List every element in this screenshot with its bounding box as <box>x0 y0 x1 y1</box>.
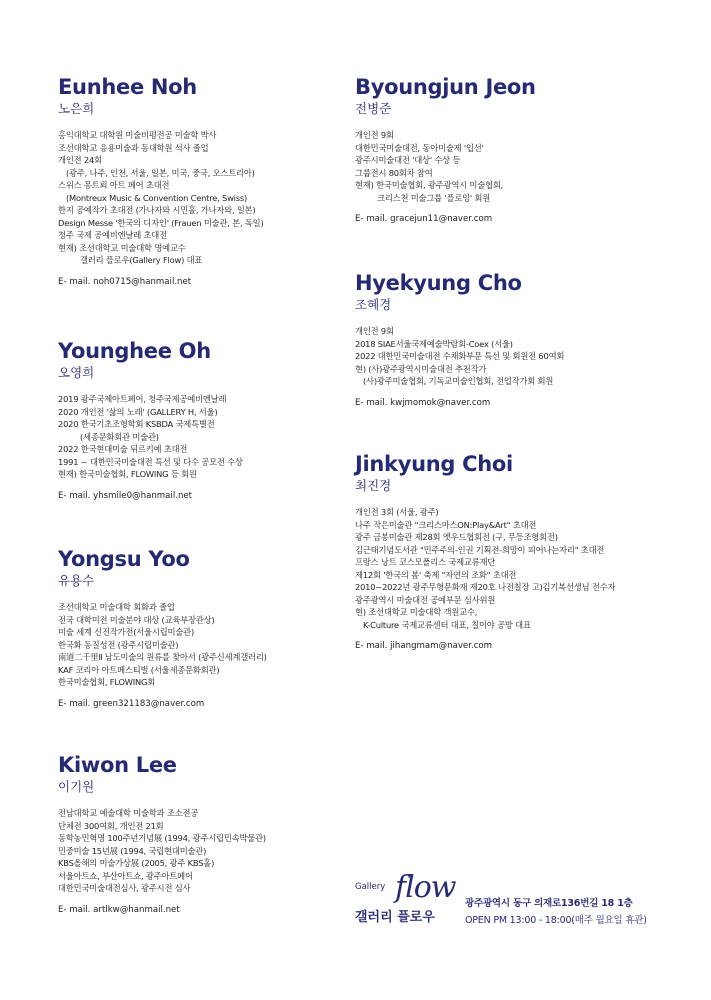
artist-name-ko: 유용수 <box>58 573 95 588</box>
artist-section-byoungjun-jeon <box>355 74 536 225</box>
artist-bio <box>58 601 267 689</box>
bio-line: 미술 세계 신진작가전(서울시립미술관) <box>58 627 194 637</box>
bio-line: 동학농민혁명 100주년기념展 (1994, 광주시립민속박물관) <box>58 833 266 843</box>
bio-line: 전국 대학미전 미술분야 대상 (교육부장관상) <box>58 614 215 625</box>
bio-line: 개인전 9회 <box>355 326 394 336</box>
bio-line: 대한민국미술대전, 동아미술제 '입선' <box>355 142 484 153</box>
artist-email: E- mail. yhsmile0@hanmail.net <box>58 490 193 501</box>
bio-line: 광주 금봉미술관 제28회 엣우드협회전 (구, 무등조형회전) <box>355 532 558 542</box>
artist-name-ko: 노은희 <box>58 101 95 116</box>
bio-line: 단체전 300여회, 개인전 21회 <box>58 820 164 831</box>
bio-line: 2018 SIAE서울국제예술박람회-Coex (서울) <box>355 338 513 349</box>
bio-line: 홍익대학교 대학원 미술비평전공 미술학 박사 <box>58 130 217 140</box>
bio-line: 청주 국제 공예비엔날레 초대전 <box>58 230 167 240</box>
bio-line: 2020 개인전 '삶의 노래' (GALLERY H, 서울) <box>58 406 218 417</box>
bio-line: 현) (사)광주광역시미술대전 추천작가 <box>355 363 487 374</box>
bio-line: 개인전 24회 <box>58 155 102 165</box>
artist-name-ko: 오영희 <box>58 365 95 380</box>
bio-line: K-Culture 국제교류센터 대표, 칠이야 공방 대표 <box>363 619 531 630</box>
artist-section-yongsu-yoo <box>58 546 267 710</box>
artist-email: E- mail. jihangmam@naver.com <box>355 641 493 651</box>
artist-name-en: Yongsu Yoo <box>58 547 190 571</box>
bio-line: 한국미술협회, FLOWING회 <box>58 677 156 687</box>
artist-name-ko: 조혜경 <box>355 297 392 312</box>
bio-line: 2019 광주국제아트페어, 청주국제공예비엔날레 <box>58 394 227 404</box>
bio-line: 크리스천 미술그룹 '플로잉' 회원 <box>377 192 491 203</box>
bio-line: 개인전 3회 (서울, 광주) <box>355 507 439 517</box>
bio-line: 현재) 한국미술협회, 광주광역시 미술협회, <box>355 180 504 190</box>
gallery-flow-logo <box>355 870 456 930</box>
bio-line: 그룹전시 80회차 참여 <box>355 167 433 178</box>
artist-bio <box>355 506 615 631</box>
artist-name-en: Younghee Oh <box>58 339 211 363</box>
artist-name-en: Eunhee Noh <box>58 75 197 99</box>
artist-section-hyekyung-cho <box>355 270 564 409</box>
logo-gallery-text: Gallery <box>355 882 386 892</box>
bio-line: Design Messe '한국의 디자인' (Frauen 미술관, 본, 독일) <box>58 217 264 228</box>
artist-email: E- mail. noh0715@hanmail.net <box>58 276 192 287</box>
bio-line: (사)광주미술협회, 기독교미술인협회, 전업작가회 회원 <box>363 376 554 386</box>
bio-line: 서울아트쇼, 부산아트쇼, 광주아트페어 <box>58 870 193 881</box>
artist-name-en: Kiwon Lee <box>58 753 177 777</box>
bio-line: 조선대학교 응용미술과 동대학원 석사 졸업 <box>58 142 209 153</box>
bio-line: 한국화 동질성전 (광주시립미술관) <box>58 639 179 650</box>
bio-line: KBS올해의 미술가상展 (2005, 광주 KBS홀) <box>58 858 215 868</box>
bio-line: 김근태기념도서관 "민주주의-인권 기획전-희망이 피어나는자리" 초대전 <box>355 544 605 555</box>
logo-flow-script: flow <box>395 870 456 905</box>
bio-line: 한지 공예작가 초대전 (가나자와 시민홀, 가나자와, 일본) <box>58 205 256 215</box>
bio-line: 제12회 '한국의 봄' 축제 "자연의 조화" 초대전 <box>355 569 517 580</box>
gallery-info <box>465 895 647 929</box>
artist-email: E- mail. kwjmomok@naver.com <box>355 397 491 408</box>
logo-korean-name: 갤러리 플로우 <box>355 910 435 925</box>
artist-bio <box>355 129 536 204</box>
gallery-address: 광주광역시 동구 의재로136번길 18 1층 <box>465 898 633 909</box>
bio-line: 나주 작은미술관 "크리스마스ON:Play&Art" 초대전 <box>355 519 537 530</box>
bio-line: 민중미술 15년展 (1994, 국립현대미술관) <box>58 845 207 856</box>
artist-bio <box>58 393 243 481</box>
bio-line: KAF 코리아 아트페스티벌 (서울세종문화회관) <box>58 664 220 675</box>
artist-name-en: Byoungjun Jeon <box>355 75 536 99</box>
bio-line: (광주, 나주, 인천, 서울, 일본, 미국, 중국, 오스트리아) <box>66 167 255 178</box>
bio-line: 프랑스 낭트 코스모폴리스 국제교류재단 <box>355 557 496 567</box>
artist-section-younghee-oh <box>58 338 243 502</box>
artist-name-en: Jinkyung Choi <box>355 452 513 476</box>
bio-line: 대한민국미술대전심사, 광주시전 심사 <box>58 883 191 893</box>
artist-bio <box>355 325 564 388</box>
artist-section-jinkyung-choi <box>355 451 615 652</box>
artist-email: E- mail. gracejun11@naver.com <box>355 214 493 224</box>
bio-line: (Montreux Music & Convention Centre, Swiss) <box>66 192 248 203</box>
gallery-hours: OPEN PM 13:00 - 18:00(매주 월요일 휴관) <box>465 915 647 926</box>
bio-line: 광주시미술대전 '대상' 수상 등 <box>355 155 461 165</box>
bio-line: 현재) 한국미술협회, FLOWING 등 회원 <box>58 469 197 479</box>
bio-line: 현) 조선대학교 미술대학 객원교수, <box>355 607 478 617</box>
artist-bio <box>58 807 266 895</box>
artist-name-en: Hyekyung Cho <box>355 271 522 295</box>
bio-line: 2022 대한민국미술대전 수채화부문 특선 및 회원전 60여회 <box>355 351 565 361</box>
bio-line: 2022 한국현대미술 뒤르키예 초대전 <box>58 444 188 454</box>
bio-line: 2010~2022년 광주무형문화재 제20호 나전칠장 고)김기복선생님 전수자 <box>355 582 616 592</box>
bio-line: 1991 ~ 대한민국미술대전 특선 및 다수 공모전 수상 <box>58 456 243 467</box>
bio-line: 전남대학교 예술대학 미술학과 조소전공 <box>58 808 199 818</box>
bio-line: 스위스 몽트뢰 아트 페어 초대전 <box>58 180 170 190</box>
bio-line: 광주광역시 미술대전 공예부문 심사위원 <box>355 594 496 605</box>
artist-section-kiwon-lee <box>58 752 266 916</box>
bio-line: 南道二千里Ⅱ 남도미술의 원류를 찾아서 (광주신세계갤러리) <box>58 652 267 662</box>
artist-bio <box>58 129 264 267</box>
artist-section-eunhee-noh <box>58 74 264 288</box>
bio-line: 2020 한국기초조형학회 KSBDA 국제특별전 <box>58 419 215 429</box>
artist-email: E- mail. artlkw@hanmail.net <box>58 904 180 915</box>
artist-email: E- mail. green321183@naver.com <box>58 698 205 709</box>
bio-line: (세종문화회관 미술관) <box>80 431 159 442</box>
artist-name-ko: 최진경 <box>355 478 392 493</box>
artist-name-ko: 전병준 <box>355 101 392 116</box>
bio-line: 개인전 9회 <box>355 130 394 140</box>
bio-line: 갤러리 플로우(Gallery Flow) 대표 <box>80 255 203 265</box>
bio-line: 조선대학교 미술대학 회화과 졸업 <box>58 602 175 612</box>
artist-name-ko: 이기원 <box>58 779 95 794</box>
bio-line: 현재) 조선대학교 미술대학 명예교수 <box>58 242 186 253</box>
